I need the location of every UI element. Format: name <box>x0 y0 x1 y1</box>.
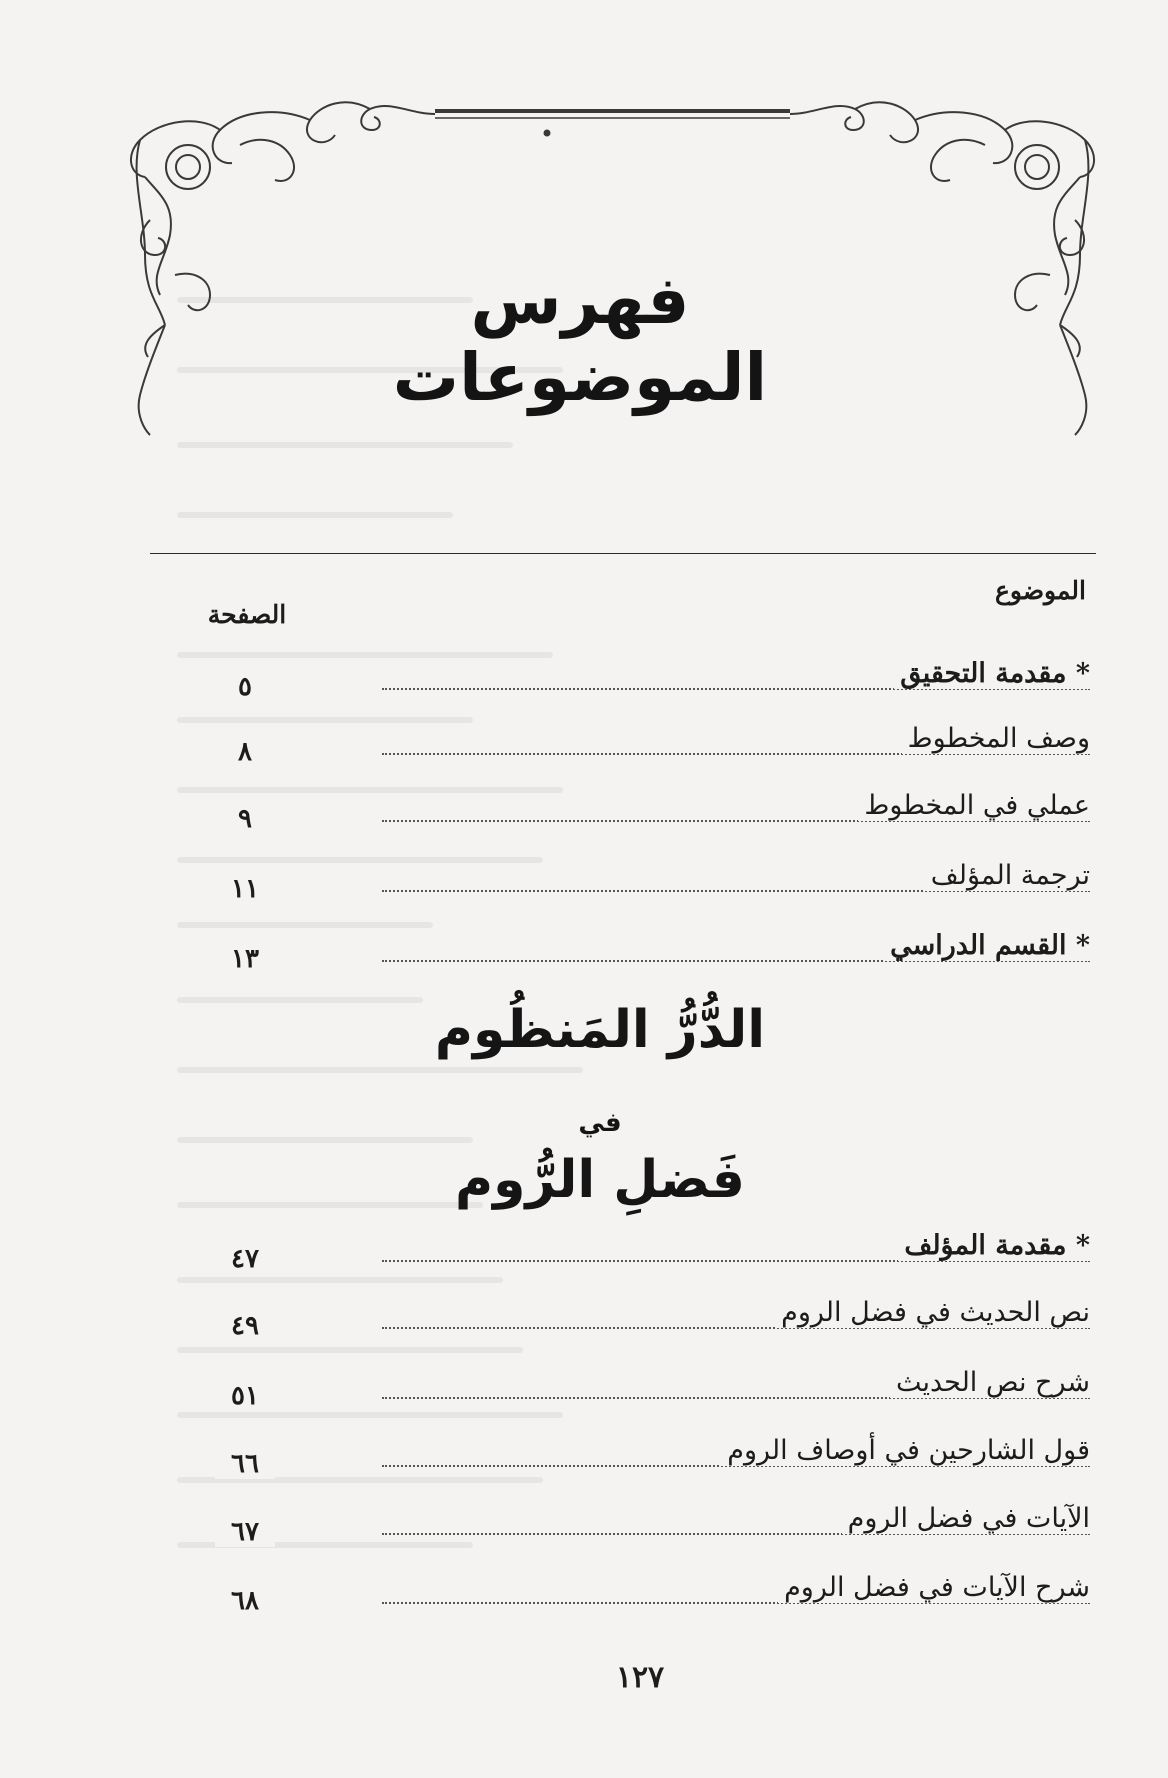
toc-entry-label: * مقدمة التحقيق <box>894 658 1090 689</box>
book-title-line-2: في <box>578 1108 622 1138</box>
toc-entry-page: ٦٦ <box>215 1449 275 1479</box>
header-divider <box>150 553 1096 554</box>
page-title: فهرس الموضوعات <box>392 262 768 416</box>
toc-entry-label: الآيات في فضل الروم <box>842 1503 1090 1534</box>
column-header-page: الصفحة <box>207 600 287 629</box>
toc-entry-page: ٦٨ <box>215 1586 275 1616</box>
toc-entry-page: ٩ <box>215 804 275 834</box>
toc-entry-page: ٥ <box>215 672 275 702</box>
toc-entry <box>150 1572 1090 1622</box>
toc-entry-page: ٥١ <box>215 1381 275 1411</box>
toc-entry-label: عملي في المخطوط <box>858 790 1090 821</box>
toc-entry-label: ترجمة المؤلف <box>925 860 1090 891</box>
toc-entry-page: ٨ <box>215 737 275 767</box>
toc-entry <box>150 1367 1090 1417</box>
book-title-line-1: الدُّرُّ المَنظُوم <box>434 1000 766 1060</box>
page-number: ١٢٧ <box>615 1660 665 1695</box>
toc-entry-label: * القسم الدراسي <box>884 930 1090 961</box>
toc-entry-label: شرح نص الحديث <box>890 1367 1090 1398</box>
column-header-subject: الموضوع <box>995 576 1086 605</box>
toc-entry <box>150 658 1090 708</box>
toc-entry-label: شرح الآيات في فضل الروم <box>778 1572 1090 1603</box>
toc-entry-label: نص الحديث في فضل الروم <box>775 1297 1090 1328</box>
toc-entry <box>150 723 1090 773</box>
toc-entry <box>150 860 1090 910</box>
toc-entry <box>150 1503 1090 1553</box>
toc-entry-page: ٤٩ <box>215 1311 275 1341</box>
toc-entry-page: ١٣ <box>215 944 275 974</box>
toc-entry-label: قول الشارحين في أوصاف الروم <box>721 1435 1090 1466</box>
toc-entry <box>150 1435 1090 1485</box>
toc-entry <box>150 930 1090 980</box>
toc-entry-page: ٤٧ <box>215 1244 275 1274</box>
toc-entry <box>150 790 1090 840</box>
toc-entry-label: * مقدمة المؤلف <box>898 1230 1090 1261</box>
toc-entry-page: ١١ <box>215 874 275 904</box>
toc-entry <box>150 1297 1090 1347</box>
book-title-line-3: فَضلِ الرُّوم <box>455 1150 745 1210</box>
toc-entry-label: وصف المخطوط <box>902 723 1090 754</box>
toc-entry-page: ٦٧ <box>215 1517 275 1547</box>
toc-entry <box>150 1230 1090 1280</box>
